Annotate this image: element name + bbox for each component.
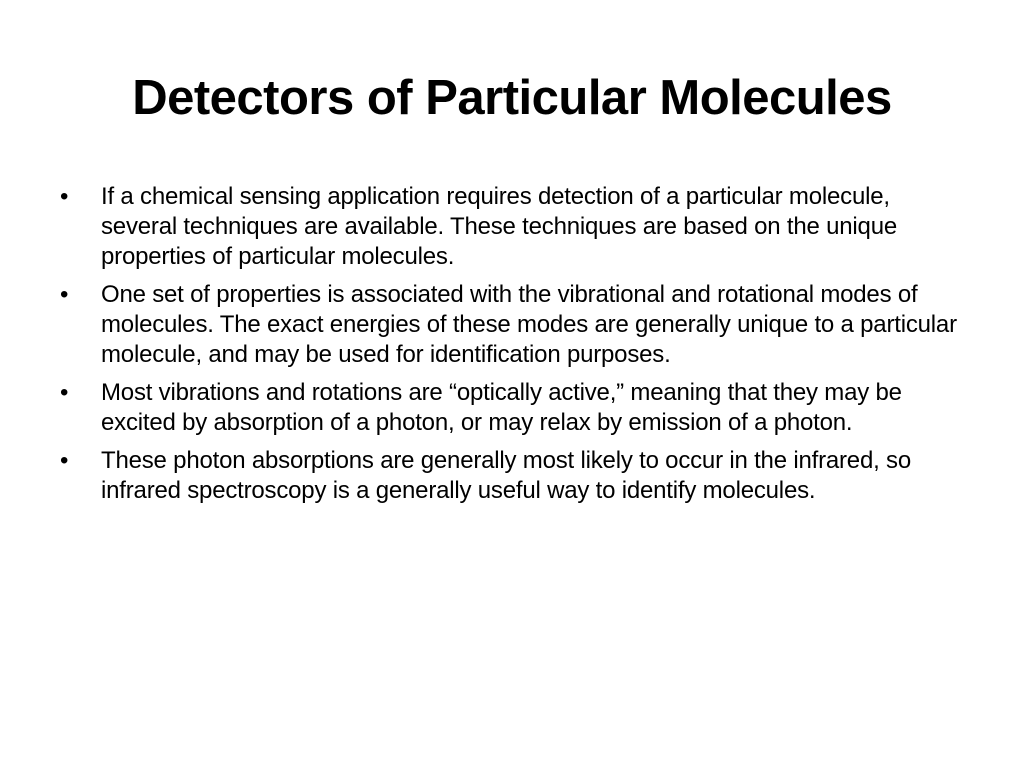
- bullet-text: If a chemical sensing application requires detection of a particular molecule, several techniques are available. These techniques are based on the unique properties of particular molecules.: [101, 183, 897, 270]
- bullet-list: [60, 182, 960, 514]
- bullet-icon: •: [60, 379, 69, 406]
- bullet-item: [60, 446, 960, 506]
- bullet-icon: •: [60, 281, 69, 308]
- bullet-item: [60, 378, 960, 438]
- bullet-text: Most vibrations and rotations are “optically active,” meaning that they may be excited by absorption of a photon, or may relax by emission of a photon.: [101, 379, 902, 436]
- bullet-item: [60, 182, 960, 272]
- bullet-text: These photon absorptions are generally most likely to occur in the infrared, so infrared spectroscopy is a generally useful way to identify molecules.: [101, 447, 911, 504]
- bullet-icon: •: [60, 447, 69, 474]
- slide-title: Detectors of Particular Molecules: [132, 71, 892, 125]
- bullet-item: [60, 280, 960, 370]
- bullet-icon: •: [60, 183, 69, 210]
- bullet-text: One set of properties is associated with the vibrational and rotational modes of molecules. The exact energies of these modes are generally unique to a particular molecule, and may be used for identification purposes.: [101, 281, 957, 368]
